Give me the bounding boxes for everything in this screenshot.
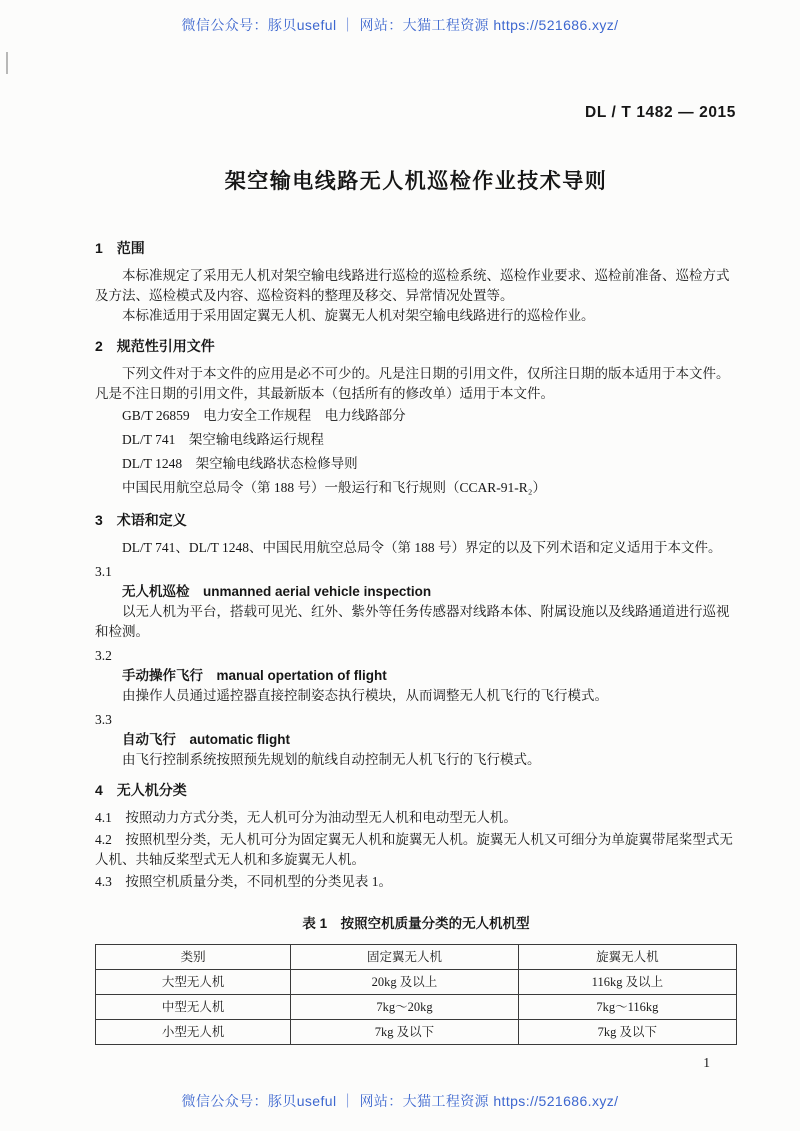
table-cell: 20kg 及以上 <box>291 970 519 995</box>
table-cell: 小型无人机 <box>96 1020 291 1045</box>
table-cell: 116kg 及以上 <box>518 970 736 995</box>
table-header-cell: 类别 <box>96 945 291 970</box>
term-title: 无人机巡检 unmanned aerial vehicle inspection <box>122 584 432 599</box>
table-row <box>96 970 737 995</box>
term-number: 3.2 <box>95 648 112 663</box>
table-header-cell: 旋翼无人机 <box>518 945 736 970</box>
table-cell: 7kg 及以下 <box>291 1020 519 1045</box>
scope-paragraph-2: 本标准适用于采用固定翼无人机、旋翼无人机对架空输电线路进行的巡检作业。 <box>122 308 595 323</box>
term-title: 自动飞行 automatic flight <box>122 732 290 747</box>
document-title: 架空输电线路无人机巡检作业技术导则 <box>224 170 608 193</box>
section-2-heading: 2 规范性引用文件 <box>95 338 215 354</box>
page-number: 1 <box>703 1055 710 1070</box>
reference-item: GB/T 26859 电力安全工作规程 电力线路部分 <box>122 408 406 423</box>
table-cell: 7kg～20kg <box>291 995 519 1020</box>
term-number: 3.1 <box>95 564 112 579</box>
scope-paragraph-1: 本标准规定了采用无人机对架空输电线路进行巡检的巡检系统、巡检作业要求、巡检前准备、巡检方式及方法、巡检模式及内容、巡检资料的整理及移交、异常情况处置等。 <box>95 268 730 303</box>
table-header-row <box>96 945 737 970</box>
table-cell: 7kg 及以下 <box>518 1020 736 1045</box>
table-cell: 大型无人机 <box>96 970 291 995</box>
term-definition: 由飞行控制系统按照预先规划的航线自动控制无人机飞行的飞行模式。 <box>122 752 541 767</box>
table-header-cell: 固定翼无人机 <box>291 945 519 970</box>
reference-item: DL/T 741 架空输电线路运行规程 <box>122 432 324 447</box>
term-title: 手动操作飞行 manual opertation of flight <box>122 668 387 683</box>
classification-item: 4.1 按照动力方式分类，无人机可分为油动型无人机和电动型无人机。 <box>95 810 517 825</box>
terms-intro: DL/T 741、DL/T 1248、中国民用航空总局令（第 188 号）界定的以及下列术语和定义适用于本文件。 <box>122 540 722 555</box>
table-caption: 表 1 按照空机质量分类的无人机机型 <box>302 916 530 931</box>
section-3-heading: 3 术语和定义 <box>95 512 187 528</box>
reference-list <box>122 404 737 500</box>
watermark-top: 微信公众号：豚贝useful ｜ 网站：大猫工程资源 https://521686.xyz/ <box>181 17 619 33</box>
section-1-heading: 1 范围 <box>95 240 145 256</box>
classification-item: 4.3 按照空机质量分类，不同机型的分类见表 1。 <box>95 874 392 889</box>
reference-item: 中国民用航空总局令（第 188 号）一般运行和飞行规则（CCAR-91-R₂） <box>122 480 546 495</box>
table-row <box>96 1020 737 1045</box>
uav-classification-table <box>95 944 737 1045</box>
doc-number: DL / T 1482 — 2015 <box>585 104 736 121</box>
table-cell: 7kg～116kg <box>518 995 736 1020</box>
table-cell: 中型无人机 <box>96 995 291 1020</box>
term-definition: 以无人机为平台，搭载可见光、红外、紫外等任务传感器对线路本体、附属设施以及线路通道进行巡视和检测。 <box>95 604 730 639</box>
table-row <box>96 995 737 1020</box>
term-number: 3.3 <box>95 712 112 727</box>
classification-item: 4.2 按照机型分类，无人机可分为固定翼无人机和旋翼无人机。旋翼无人机又可细分为单旋翼带尾桨型式无人机、共轴反桨型式无人机和多旋翼无人机。 <box>95 832 733 867</box>
section-4-heading: 4 无人机分类 <box>95 782 187 798</box>
term-definition: 由操作人员通过遥控器直接控制姿态执行模块，从而调整无人机飞行的飞行模式。 <box>122 688 608 703</box>
document-content <box>95 168 737 1045</box>
term-block <box>95 562 737 642</box>
reference-item: DL/T 1248 架空输电线路状态检修导则 <box>122 456 358 471</box>
watermark-bottom: 微信公众号：豚贝useful ｜ 网站：大猫工程资源 https://521686.xyz/ <box>181 1093 619 1109</box>
scan-artifact <box>6 52 8 74</box>
term-block <box>95 710 737 770</box>
references-intro: 下列文件对于本文件的应用是必不可少的。凡是注日期的引用文件，仅所注日期的版本适用于本文件。凡是不注日期的引用文件，其最新版本（包括所有的修改单）适用于本文件。 <box>95 366 730 401</box>
term-block <box>95 646 737 706</box>
